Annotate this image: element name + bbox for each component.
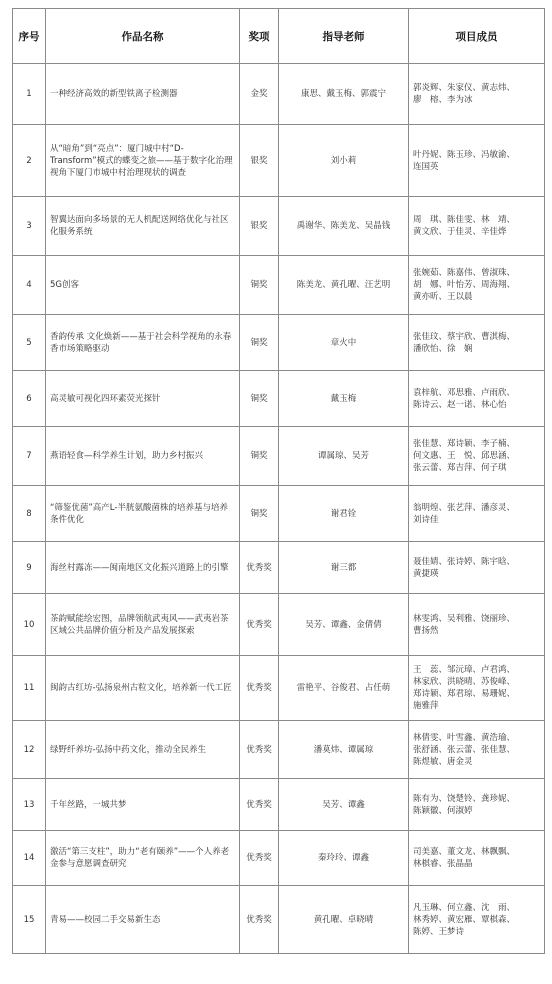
- cell-row-number: [13, 371, 46, 427]
- cell-award-level: [240, 197, 279, 256]
- table-row: [13, 594, 545, 656]
- table-row: [13, 831, 545, 886]
- cell-row-number: [13, 197, 46, 256]
- cell-team-members: [409, 125, 545, 197]
- cell-award-level: [240, 371, 279, 427]
- cell-team-members: [409, 427, 545, 486]
- cell-advisor-names: [279, 371, 409, 427]
- advisor-names: 谢君铨: [330, 508, 357, 519]
- table-row: [13, 427, 545, 486]
- award-level: 优秀奖: [246, 914, 272, 925]
- cell-work-title: [46, 371, 240, 427]
- advisor-names: 陈美龙、黄孔曜、汪艺明: [296, 280, 391, 290]
- table-row: [13, 486, 545, 542]
- team-members: 郭炎辉、朱家仪、黄志炜、 廖 榕、李为冰: [413, 83, 516, 105]
- header-row: [13, 9, 545, 64]
- award-level: 银奖: [250, 155, 268, 166]
- cell-team-members: [409, 371, 545, 427]
- cell-team-members: [409, 197, 545, 256]
- cell-advisor-names: [279, 831, 409, 886]
- advisor-names: 戴玉梅: [330, 393, 357, 404]
- advisor-names: 谭属琼、吴芳: [317, 451, 369, 461]
- row-number: 9: [26, 562, 32, 573]
- cell-award-level: [240, 886, 279, 954]
- team-members: 叶丹妮、陈玉珍、冯敏渝、 连国英: [413, 149, 516, 172]
- cell-team-members: [409, 779, 545, 831]
- cell-row-number: [13, 125, 46, 197]
- row-number: 2: [26, 155, 32, 166]
- cell-award-level: [240, 542, 279, 594]
- cell-row-number: [13, 779, 46, 831]
- table-row: [13, 125, 545, 197]
- cell-team-members: [409, 486, 545, 542]
- work-title: 激活“第三支柱”，助力“老有颐养”——个人养老金参与意愿调查研究: [50, 847, 230, 869]
- header-members: 项目成员: [409, 9, 545, 64]
- cell-row-number: [13, 64, 46, 125]
- table-row: [13, 886, 545, 954]
- cell-team-members: [409, 315, 545, 371]
- cell-team-members: [409, 594, 545, 656]
- cell-work-title: [46, 256, 240, 315]
- table-row: [13, 371, 545, 427]
- work-title: 闽韵古红坊-弘扬泉州古粒文化，培养新一代工匠: [50, 683, 232, 693]
- cell-advisor-names: [279, 486, 409, 542]
- table-row: [13, 256, 545, 315]
- award-level: 铜奖: [250, 393, 268, 404]
- row-number: 5: [26, 337, 32, 348]
- table-body: [13, 64, 545, 954]
- cell-award-level: [240, 779, 279, 831]
- advisor-names: 雷艳平、谷俊君、占任萌: [296, 683, 391, 693]
- award-level: 铜奖: [250, 508, 268, 519]
- advisor-names: 康思、戴玉梅、郭震宁: [300, 89, 386, 99]
- work-title: 5G创客: [50, 280, 79, 290]
- advisor-names: 黄孔曜、卓晓晴: [313, 914, 374, 925]
- cell-work-title: [46, 315, 240, 371]
- cell-advisor-names: [279, 886, 409, 954]
- cell-team-members: [409, 886, 545, 954]
- header-teacher: 指导老师: [279, 9, 409, 64]
- work-title: 茶韵赋能绘宏图，品牌领航武夷风——武夷岩茶区域公共品牌价值分析及产品发展探索: [50, 613, 229, 636]
- cell-row-number: [13, 594, 46, 656]
- team-members: 张佳玟、蔡宇欣、曹淇梅、 潘欣怡、徐 娴: [413, 331, 516, 354]
- award-level: 优秀奖: [246, 562, 272, 573]
- header-award: 奖项: [240, 9, 279, 64]
- table-row: [13, 64, 545, 125]
- award-level: 银奖: [250, 221, 268, 231]
- team-members: 翁明煌、张艺萍、潘彦灵、 刘诗佳: [413, 502, 516, 525]
- cell-award-level: [240, 721, 279, 779]
- cell-advisor-names: [279, 64, 409, 125]
- table-row: [13, 656, 545, 721]
- advisor-names: 秦玲玲、谭鑫: [317, 853, 369, 863]
- cell-work-title: [46, 831, 240, 886]
- cell-work-title: [46, 594, 240, 656]
- cell-row-number: [13, 721, 46, 779]
- row-number: 14: [23, 853, 35, 863]
- cell-work-title: [46, 886, 240, 954]
- cell-advisor-names: [279, 542, 409, 594]
- award-level: 金奖: [250, 89, 268, 99]
- cell-row-number: [13, 486, 46, 542]
- cell-team-members: [409, 721, 545, 779]
- cell-advisor-names: [279, 256, 409, 315]
- team-members: 林倩雯、叶雪鑫、黄浩瑜、 张舒涵、张云蕾、张佳慧、 陈煜敏、唐金灵: [413, 732, 516, 767]
- team-members: 林雯鸿、吴利雅、饶丽珍、 曹扬然: [413, 613, 516, 636]
- row-number: 6: [26, 393, 32, 404]
- award-level: 铜奖: [250, 280, 268, 290]
- advisor-names: 吴芳、谭鑫、金倩倩: [305, 619, 382, 630]
- cell-award-level: [240, 831, 279, 886]
- cell-work-title: [46, 542, 240, 594]
- advisor-names: 刘小莉: [330, 155, 357, 166]
- cell-team-members: [409, 542, 545, 594]
- award-level: 优秀奖: [246, 853, 272, 863]
- team-members: 周 琪、陈佳雯、林 靖、 黄文欣、于佳灵、辛佳烨: [413, 215, 516, 237]
- cell-row-number: [13, 656, 46, 721]
- work-title: 绿野纤养坊-弘扬中药文化，推动全民养生: [50, 744, 207, 755]
- cell-award-level: [240, 486, 279, 542]
- row-number: 13: [23, 799, 35, 810]
- cell-row-number: [13, 831, 46, 886]
- cell-award-level: [240, 427, 279, 486]
- cell-work-title: [46, 64, 240, 125]
- cell-award-level: [240, 125, 279, 197]
- table-row: [13, 197, 545, 256]
- cell-award-level: [240, 315, 279, 371]
- cell-advisor-names: [279, 656, 409, 721]
- row-number: 10: [23, 619, 35, 630]
- row-number: 4: [26, 280, 32, 290]
- work-title: 千年丝路，一城共梦: [50, 799, 127, 810]
- table-row: [13, 721, 545, 779]
- cell-work-title: [46, 125, 240, 197]
- team-members: 张佳慧、郑诗颖、李子楠、 何文惠、王 悦、邱思涵、 张云蕾、郑吉萍、何子琪: [413, 439, 516, 473]
- cell-advisor-names: [279, 779, 409, 831]
- row-number: 12: [23, 744, 35, 755]
- header-title: 作品名称: [46, 9, 240, 64]
- cell-work-title: [46, 486, 240, 542]
- cell-work-title: [46, 721, 240, 779]
- row-number: 15: [23, 914, 35, 925]
- row-number: 8: [26, 508, 32, 519]
- cell-advisor-names: [279, 721, 409, 779]
- cell-advisor-names: [279, 125, 409, 197]
- cell-award-level: [240, 64, 279, 125]
- awards-table: [12, 8, 545, 954]
- row-number: 1: [26, 89, 32, 99]
- row-number: 7: [26, 451, 32, 461]
- work-title: 智翼达面向多场景的无人机配送网络优化与社区化服务系统: [50, 215, 229, 237]
- cell-row-number: [13, 886, 46, 954]
- cell-row-number: [13, 315, 46, 371]
- cell-advisor-names: [279, 594, 409, 656]
- team-members: 司美嘉、董文龙、林飘飘、 林棋睿、张晶晶: [413, 847, 516, 869]
- advisor-names: 潘莫炜、谭属琼: [313, 744, 374, 755]
- row-number: 3: [26, 221, 32, 231]
- work-title: 高灵敏可视化四环素荧光探针: [50, 393, 161, 404]
- team-members: 王 蕊、邹沅璋、卢君鸿、 林家欣、洪晓晴、苏俊峰、 郑诗颖、郑君琼、易珊妮、 施雅萍: [413, 665, 516, 711]
- award-level: 铜奖: [250, 337, 268, 348]
- row-number: 11: [23, 683, 35, 693]
- work-title: 青易——校园二手交易新生态: [50, 914, 161, 925]
- advisor-names: 吴芳、谭鑫: [322, 799, 365, 810]
- cell-team-members: [409, 831, 545, 886]
- cell-row-number: [13, 256, 46, 315]
- award-level: 铜奖: [250, 451, 268, 461]
- cell-advisor-names: [279, 315, 409, 371]
- cell-work-title: [46, 779, 240, 831]
- table-row: [13, 542, 545, 594]
- cell-team-members: [409, 64, 545, 125]
- team-members: 张婉茹、陈嘉伟、曾淑珠、 胡 娜、叶怡芳、周海翔、 黄亦昕、王以晨: [413, 268, 516, 302]
- table-row: [13, 315, 545, 371]
- cell-work-title: [46, 197, 240, 256]
- header-no: 序号: [13, 9, 46, 64]
- work-title: 海丝村露冻——闽南地区文化振兴道路上的引擎: [50, 562, 229, 573]
- cell-award-level: [240, 656, 279, 721]
- award-level: 优秀奖: [246, 799, 272, 810]
- work-title: 燕语轻食—科学养生计划，助力乡村振兴: [50, 451, 204, 461]
- cell-advisor-names: [279, 197, 409, 256]
- cell-team-members: [409, 656, 545, 721]
- advisor-names: 谢三都: [330, 562, 357, 573]
- cell-work-title: [46, 427, 240, 486]
- cell-work-title: [46, 656, 240, 721]
- cell-award-level: [240, 594, 279, 656]
- award-level: 优秀奖: [246, 619, 272, 630]
- cell-team-members: [409, 256, 545, 315]
- team-members: 袁梓航、邓思雅、卢雨欣、 陈诗云、赵一诺、林心怡: [413, 387, 516, 410]
- work-title: 从“暗角”到“亮点”：厦门城中村“D-Transform”模式的蝶变之旅——基于数字化治理视角下厦门市城中村治理现状的调查: [50, 143, 233, 178]
- award-level: 优秀奖: [246, 744, 272, 755]
- cell-row-number: [13, 542, 46, 594]
- team-members: 凡玉琳、何立鑫、沈 雨、 林秀婷、黄宏雁、覃棋森、 陈婷、王梦诗: [413, 902, 516, 937]
- cell-row-number: [13, 427, 46, 486]
- advisor-names: 禹谢华、陈美龙、吴晶钱: [296, 221, 391, 231]
- award-level: 优秀奖: [246, 683, 272, 693]
- work-title: “筛鉴优菌”高产L-半胱氨酸菌株的培养基与培养条件优化: [50, 502, 228, 525]
- advisor-names: 章火中: [330, 337, 357, 348]
- team-members: 陈有为、饶楚铃、龚珍妮、 陈颖徽、何淑婷: [413, 793, 516, 816]
- work-title: 一种经济高效的新型铁离子检测器: [50, 89, 178, 99]
- table-row: [13, 779, 545, 831]
- cell-award-level: [240, 256, 279, 315]
- table-header: [13, 9, 545, 64]
- cell-advisor-names: [279, 427, 409, 486]
- work-title: 香韵传承 文化焕新——基于社会科学视角的永春香市场策略驱动: [50, 331, 232, 354]
- team-members: 聂佳婧、张诗婷、陈宇晗、 黄捷瑛: [413, 556, 516, 579]
